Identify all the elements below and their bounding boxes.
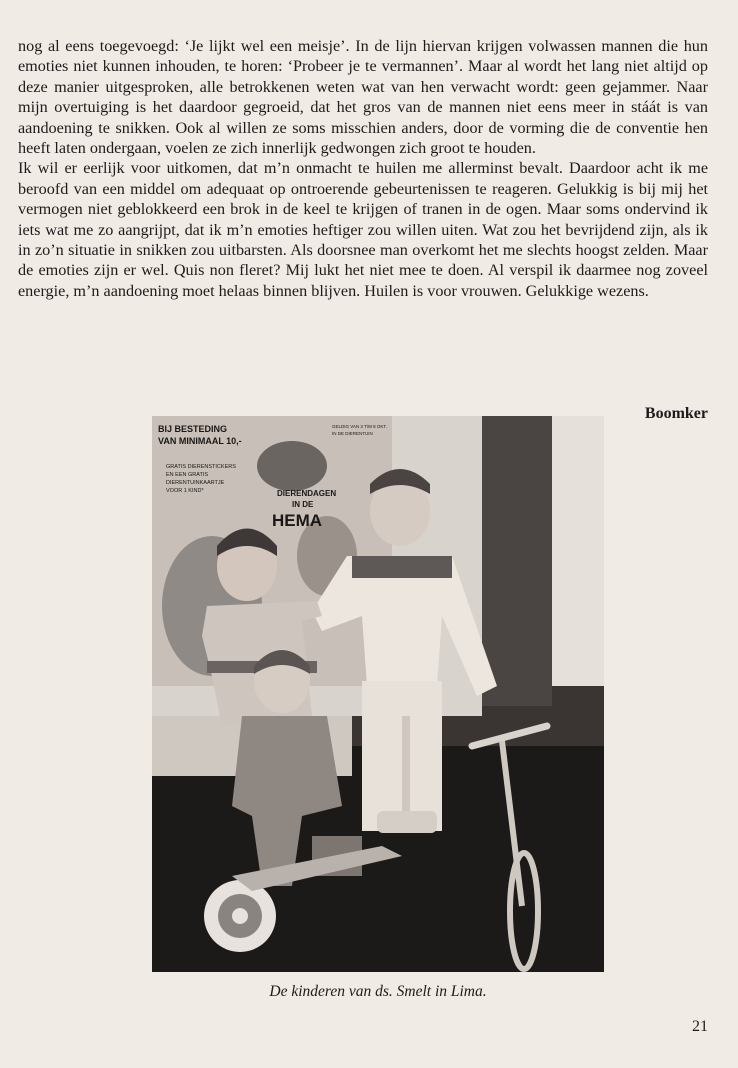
wall-right [552, 416, 604, 686]
door-panel [482, 416, 552, 706]
tall-child-shirt-stripe [352, 556, 452, 578]
author-signature: Boomker [644, 405, 708, 422]
photo-caption: De kinderen van ds. Smelt in Lima. [269, 983, 487, 1000]
poster-top-right-line-1: GELDIG VAN 3 T/M 8 OKT. [332, 424, 387, 429]
poster-right-line-2: IN DE [292, 500, 314, 509]
tall-child-pants-seam [402, 716, 410, 826]
poster-top-right-line-2: IN DE DIERENTUIN [332, 431, 373, 436]
poster-top-line-1: BIJ BESTEDING [158, 424, 228, 434]
page-number: 21 [692, 1018, 708, 1035]
photo-illustration [152, 416, 604, 972]
poster-left-line-4: VOOR 1 KIND* [166, 488, 204, 494]
tricycle-seat [377, 811, 437, 833]
article-body [18, 36, 708, 301]
poster-left-line-1: GRATIS DIERENSTICKERS [166, 464, 236, 470]
tricycle-back-wheel-center [232, 908, 248, 924]
poster-top-line-2: VAN MINIMAAL 10,- [158, 436, 242, 446]
article-paragraph-2: Ik wil er eerlijk voor uitkomen, dat m’n onmacht te huilen me allerminst bevalt. Daardoor acht ik me beroofd van een middel om adequaat op ontroerende gebeurtenissen te reageren. Gelukkig is bij mij het vermogen niet geblokkeerd een brok in de keel te krijgen of tranen in de ogen. Maar soms ondervind ik iets wat me zo aangrijpt, dat ik m’n emoties heftiger zou willen uiten. Wat zou het bevrijdend zijn, als ik in zo’n situatie in snikken zou uitbarsten. Als doorsnee man overkomt het me slechts hoogst zelden. Maar de emoties zijn er wel. Quis non fleret? Mij lukt het niet mee te doen. Al verspil ik daarmee nog zoveel energie, m’n aandoening moet helaas binnen blijven. Huilen is voor vrouwen. Gelukkige wezens. [18, 159, 708, 300]
children-photo [152, 416, 604, 972]
poster-animal-top [257, 441, 327, 491]
poster-brand: HEMA [272, 511, 323, 530]
article-paragraph-1: nog al eens toegevoegd: ‘Je lijkt wel een meisje’. In de lijn hiervan krijgen volwassen mannen die hun emoties niet kunnen inhouden, te horen: ‘Probeer je te vermannen’. Maar al wordt het lang niet altijd op deze manier uitgesproken, alle betrokkenen weten wat van hen verwacht wordt: geen gejammer. Naar mijn overtuiging is het daardoor gegroeid, dat het gros van de mannen niet eens meer in stáát is van aandoening te snikken. Ook al willen ze soms misschien anders, door de vorming die de conventie hen heeft laten ondergaan, voelen ze zich innerlijk gedwongen zich groot te houden. [18, 37, 708, 158]
poster-right-line-1: DIERENDAGEN [277, 489, 337, 498]
poster-left-line-3: DIERENTUINKAARTJE [166, 480, 225, 486]
poster-left-line-2: EN EEN GRATIS [166, 472, 209, 478]
